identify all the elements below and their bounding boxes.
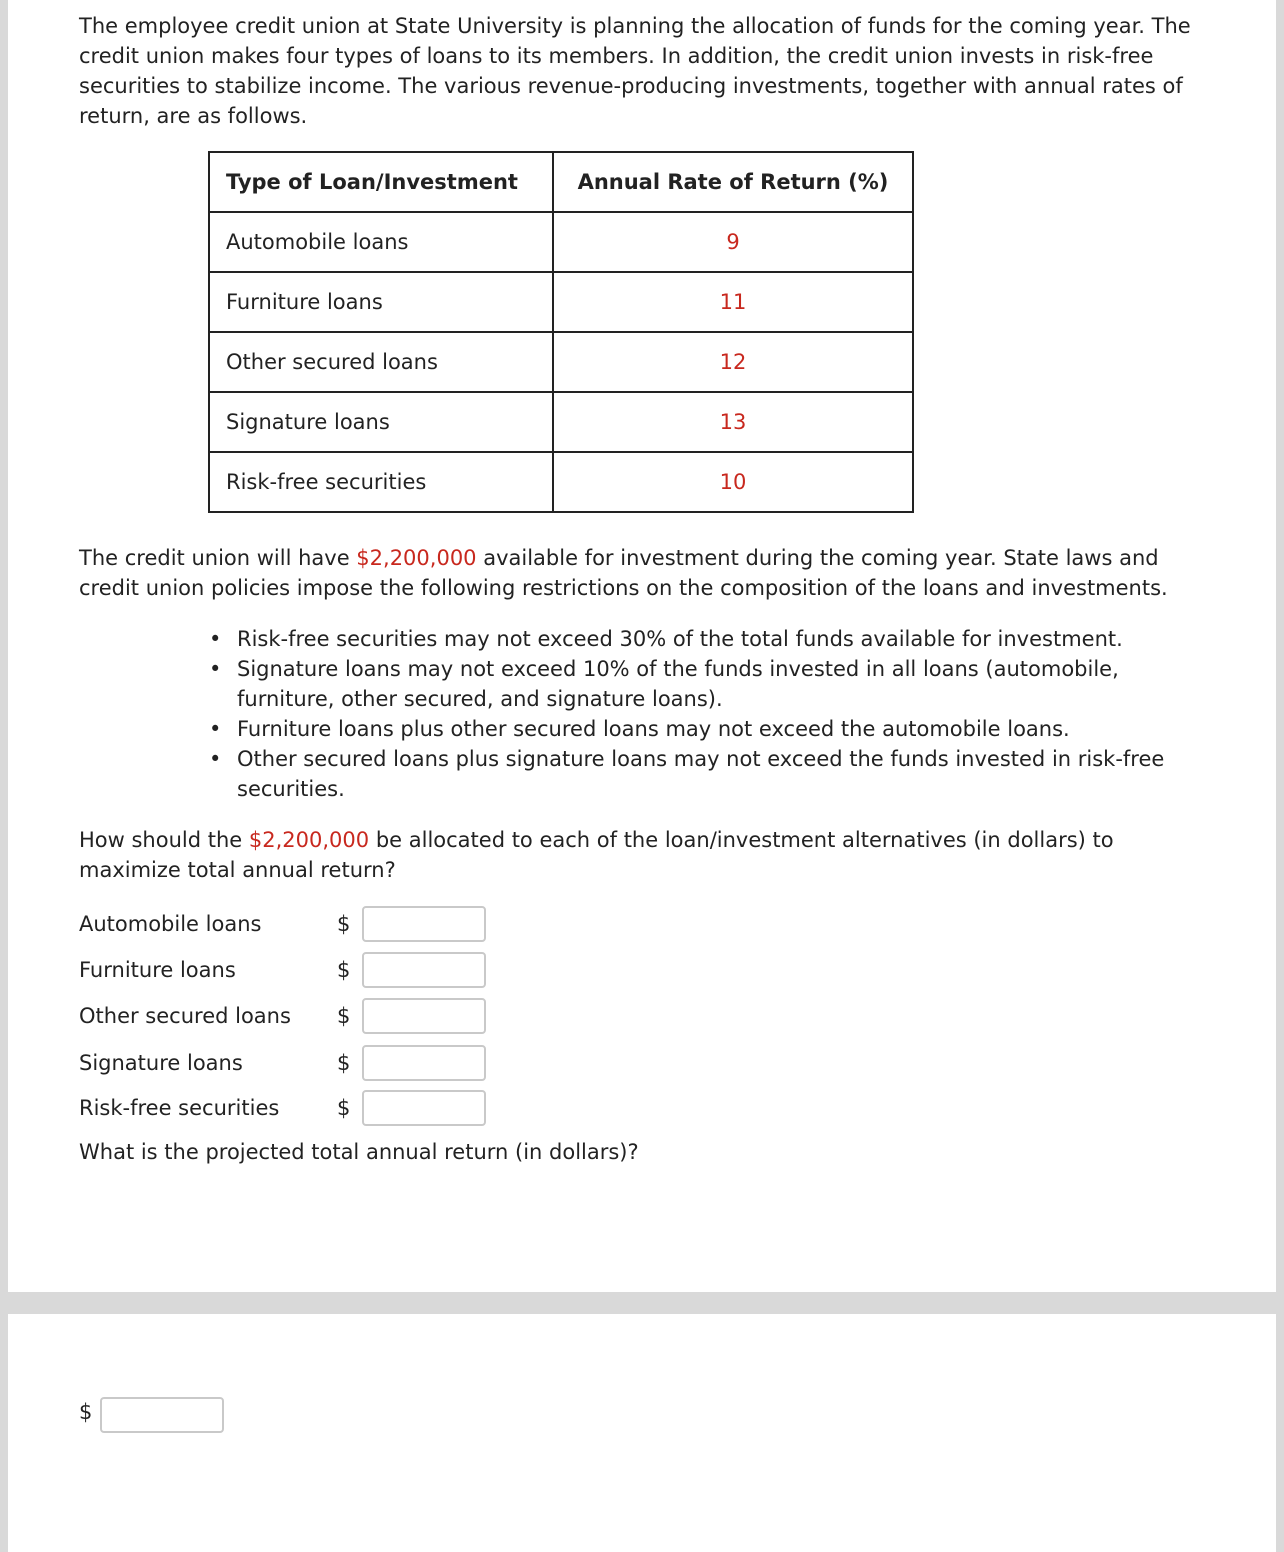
question-text-before: How should the (79, 828, 249, 852)
question-amount: $2,200,000 (248, 828, 370, 852)
list-item (209, 624, 1217, 654)
row-rate: 9 (553, 212, 913, 272)
header-type: Type of Loan/Investment (209, 152, 553, 212)
signature-loans-input[interactable] (362, 1045, 486, 1081)
currency-symbol: $ (337, 1051, 351, 1075)
table-row (209, 392, 913, 452)
risk-free-securities-input[interactable] (362, 1090, 486, 1126)
funds-text-before: The credit union will have (79, 546, 357, 570)
question-text-after: be allocated to each of the loan/investment alternatives (in dollars) to maximize total annual return? (79, 828, 1114, 882)
rule-text: Risk-free securities may not exceed 30% of the total funds available for investment. (237, 627, 1123, 651)
currency-symbol: $ (79, 1400, 93, 1424)
table-header-row (209, 152, 913, 212)
funds-amount: $2,200,000 (356, 546, 477, 570)
funds-paragraph (79, 543, 1219, 603)
bullet: • (209, 747, 222, 771)
answer-panel (8, 1314, 1276, 1552)
row-type: Risk-free securities (209, 452, 553, 512)
row-type: Furniture loans (209, 272, 553, 332)
table-row (209, 272, 913, 332)
intro-paragraph: The employee credit union at State University is planning the allocation of funds for the coming year. The credit union makes four types of loans to its members. In addition, the credit union invests in risk-free securities to stabilize income. The various revenue-producing investments, together with annual rates of return, are as follows. (79, 14, 1191, 128)
currency-symbol: $ (337, 1004, 351, 1028)
answer-label: Signature loans (79, 1051, 243, 1075)
answer-label: Furniture loans (79, 958, 236, 982)
list-item (209, 744, 1217, 804)
bullet: • (209, 717, 222, 741)
total-return-input[interactable] (100, 1397, 224, 1433)
funds-text-after: available for investment during the coming year. State laws and credit union policies impose the following restrictions on the composition of the loans and investments. (79, 546, 1168, 600)
answer-label: Other secured loans (79, 1004, 291, 1028)
question-paragraph (79, 825, 1219, 885)
furniture-loans-input[interactable] (362, 952, 486, 988)
row-rate: 10 (553, 452, 913, 512)
rule-text: Signature loans may not exceed 10% of the funds invested in all loans (automobile, furniture, other secured, and signature loans). (237, 657, 1119, 711)
rule-text: Furniture loans plus other secured loans may not exceed the automobile loans. (237, 717, 1070, 741)
row-type: Automobile loans (209, 212, 553, 272)
list-item (209, 654, 1217, 714)
currency-symbol: $ (337, 958, 351, 982)
row-type: Other secured loans (209, 332, 553, 392)
answer-label: Automobile loans (79, 912, 262, 936)
question-panel (8, 0, 1276, 1292)
rates-table (208, 151, 914, 513)
table-row (209, 332, 913, 392)
restrictions-list (209, 624, 1217, 804)
return-question: What is the projected total annual return (in dollars)? (79, 1140, 639, 1164)
row-rate: 13 (553, 392, 913, 452)
other-secured-loans-input[interactable] (362, 998, 486, 1034)
row-type: Signature loans (209, 392, 553, 452)
header-rate: Annual Rate of Return (%) (553, 152, 913, 212)
row-rate: 11 (553, 272, 913, 332)
currency-symbol: $ (337, 1096, 351, 1120)
bullet: • (209, 657, 222, 681)
bullet: • (209, 627, 222, 651)
table-row (209, 452, 913, 512)
row-rate: 12 (553, 332, 913, 392)
answer-label: Risk-free securities (79, 1096, 280, 1120)
rule-text: Other secured loans plus signature loans may not exceed the funds invested in risk-free securities. (237, 747, 1165, 801)
currency-symbol: $ (337, 912, 351, 936)
automobile-loans-input[interactable] (362, 906, 486, 942)
table-row (209, 212, 913, 272)
list-item (209, 714, 1217, 744)
